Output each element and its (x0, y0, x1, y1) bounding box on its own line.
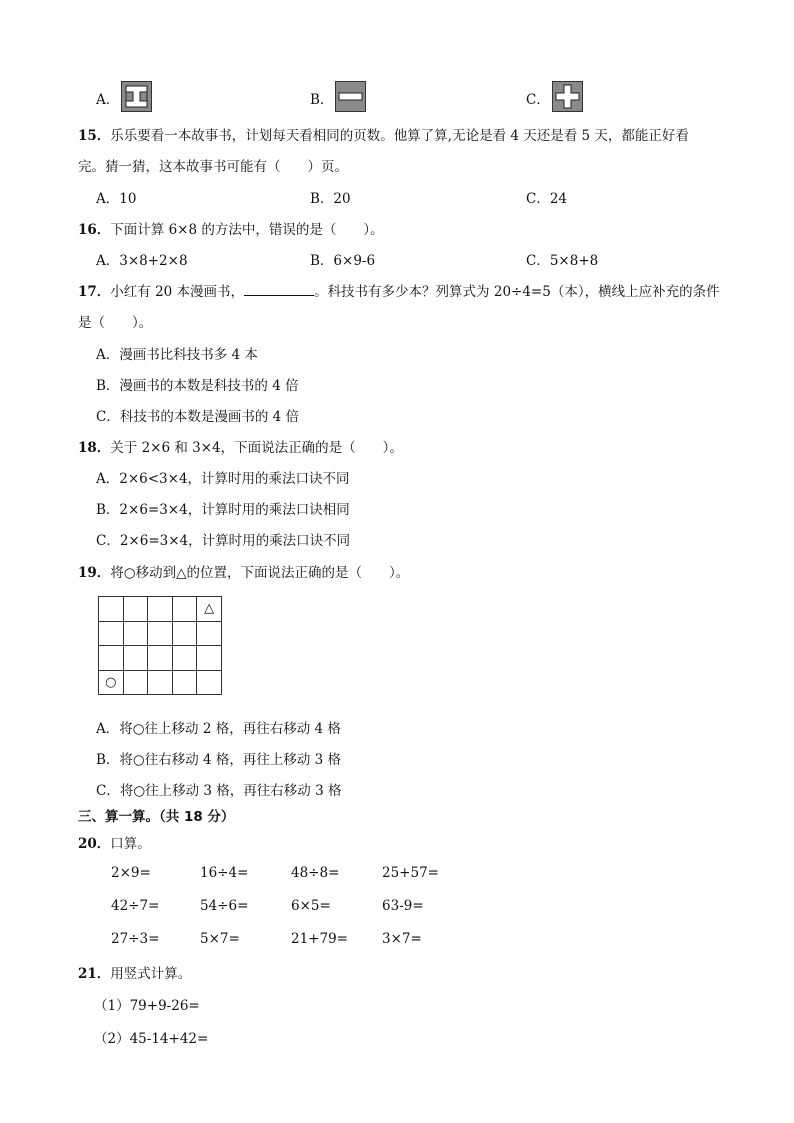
oral-calc-item: 27÷3= (111, 931, 160, 947)
i-beam-shape-icon (121, 81, 152, 112)
question-21 (78, 962, 191, 982)
oral-calc-item: 21+79= (291, 931, 348, 947)
vertical-calc-item: （1）79+9-26= (94, 998, 200, 1014)
question-text: 将○移动到△的位置，下面说法正确的是（ ）。 (110, 565, 410, 581)
question-text: 关于 2×6 和 3×4，下面说法正确的是（ ）。 (110, 440, 403, 456)
oral-calc-item: 5×7= (200, 931, 240, 947)
question-19 (78, 561, 409, 581)
q17-option-a[interactable]: A．漫画书比科技书多 4 本 (96, 347, 258, 363)
question-number: 19． (78, 565, 111, 581)
grid-row (99, 621, 222, 646)
q17-option-c[interactable]: C．科技书的本数是漫画书的 4 倍 (96, 409, 300, 425)
question-text-part1: 小红有 20 本漫画书， (110, 284, 245, 300)
q19-option-b[interactable]: B．将○往右移动 4 格，再往上移动 3 格 (96, 752, 342, 768)
grid-cell (123, 670, 148, 695)
q16-option-b[interactable]: B．6×9-6 (310, 253, 376, 269)
grid-cell (197, 621, 222, 646)
minus-shape-icon (335, 81, 366, 112)
grid-cell (148, 621, 173, 646)
vertical-calc-item: （2）45-14+42= (94, 1031, 209, 1047)
question-number: 21． (78, 966, 111, 982)
grid-cell (123, 597, 148, 622)
option-label: C． (526, 92, 550, 108)
q18-option-a[interactable]: A．2×6<3×4，计算时用的乘法口诀不同 (96, 471, 350, 487)
q18-option-b[interactable]: B．2×6=3×4，计算时用的乘法口诀相同 (96, 502, 350, 518)
q14-option-c[interactable] (526, 88, 550, 108)
oral-calc-item: 16÷4= (200, 865, 249, 881)
oral-calc-item: 25+57= (382, 865, 439, 881)
grid-cell (172, 670, 197, 695)
oral-calc-item: 2×9= (111, 865, 151, 881)
question-number: 16． (78, 222, 111, 238)
grid-cell (123, 621, 148, 646)
q19-option-a[interactable]: A．将○往上移动 2 格，再往右移动 4 格 (96, 721, 341, 737)
grid-cell (197, 646, 222, 671)
oral-calc-item: 3×7= (382, 931, 422, 947)
grid-row (99, 646, 222, 671)
q15-option-a[interactable]: A．10 (96, 191, 137, 207)
triangle-marker: △ (197, 597, 222, 622)
oral-calc-item: 63-9= (382, 898, 424, 914)
grid-cell (148, 646, 173, 671)
question-text: 用竖式计算。 (110, 966, 192, 982)
grid-cell (99, 597, 124, 622)
grid-cell (148, 670, 173, 695)
question-15 (78, 124, 689, 144)
grid-cell (123, 646, 148, 671)
q18-option-c[interactable]: C．2×6=3×4，计算时用的乘法口诀不同 (96, 533, 351, 549)
q14-option-b[interactable] (310, 88, 333, 108)
grid-cell (172, 646, 197, 671)
grid-cell (99, 646, 124, 671)
question-number: 18． (78, 440, 111, 456)
q15-option-b[interactable]: B．20 (310, 191, 351, 207)
grid-cell (172, 597, 197, 622)
oral-calc-item: 48÷8= (291, 865, 340, 881)
question-text: 口算。 (110, 836, 151, 852)
q14-option-a[interactable] (96, 88, 119, 108)
oral-calc-item: 42÷7= (111, 898, 160, 914)
question-number: 20． (78, 836, 111, 852)
plus-shape-icon (552, 81, 583, 112)
option-label: A． (96, 92, 120, 108)
q16-option-c[interactable]: C．5×8+8 (526, 253, 599, 269)
section-title: 三、算一算。（共 18 分） (78, 809, 235, 825)
question-number: 17． (78, 284, 111, 300)
question-20 (78, 832, 151, 852)
question-16 (78, 218, 384, 238)
grid-cell (99, 621, 124, 646)
answer-blank[interactable] (244, 283, 314, 296)
grid-cell (197, 670, 222, 695)
question-17 (78, 280, 720, 300)
option-label: B． (310, 92, 334, 108)
grid-row (99, 670, 222, 695)
movement-grid (98, 596, 222, 695)
circle-marker: ○ (99, 670, 124, 695)
question-15-line2: 完。猜一猜，这本故事书可能有（ ）页。 (78, 159, 348, 175)
question-text: 乐乐要看一本故事书，计划每天看相同的页数。他算了算,无论是看 4 天还是看 5 天，都能正好看 (110, 128, 689, 144)
question-text-part2: 。科技书有多少本？列算式为 20÷4=5（本），横线上应补充的条件 (314, 284, 720, 300)
grid-cell (172, 621, 197, 646)
question-text: 下面计算 6×8 的方法中，错误的是（ ）。 (110, 222, 384, 238)
question-17-line2: 是（ ）。 (78, 315, 153, 331)
q15-option-c[interactable]: C．24 (526, 191, 568, 207)
grid-row (99, 597, 222, 622)
question-number: 15． (78, 128, 111, 144)
oral-calc-item: 6×5= (291, 898, 331, 914)
question-18 (78, 436, 403, 456)
grid-cell (148, 597, 173, 622)
oral-calc-item: 54÷6= (200, 898, 249, 914)
q16-option-a[interactable]: A．3×8+2×8 (96, 253, 188, 269)
q19-option-c[interactable]: C．将○往上移动 3 格，再往右移动 3 格 (96, 783, 342, 799)
q17-option-b[interactable]: B．漫画书的本数是科技书的 4 倍 (96, 378, 299, 394)
